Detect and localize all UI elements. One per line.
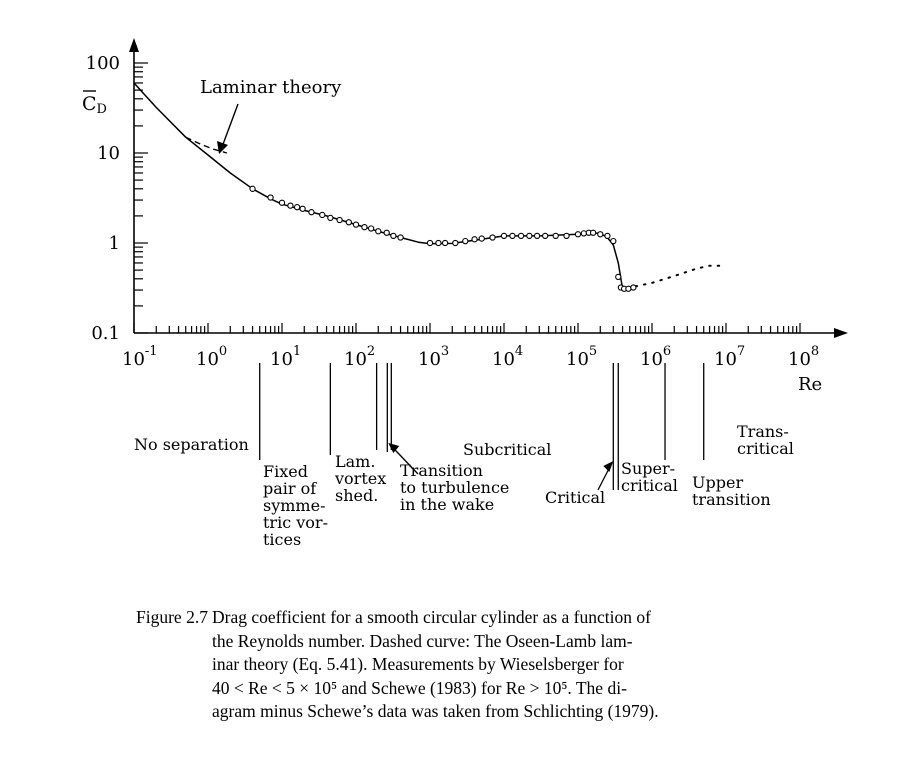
data-point <box>384 230 389 235</box>
data-point <box>463 238 468 243</box>
regime-label: Trans- <box>737 422 789 441</box>
data-point <box>337 217 342 222</box>
regime-label: critical <box>737 439 794 458</box>
x-tick-label: $10^0$ <box>196 344 228 370</box>
data-point <box>436 240 441 245</box>
regime-label: symme- <box>263 496 326 515</box>
data-point <box>279 200 284 205</box>
data-point <box>362 225 367 230</box>
data-point <box>472 237 477 242</box>
x-tick-label: $10^{-1}$ <box>122 344 158 370</box>
data-point <box>346 220 351 225</box>
data-point <box>616 274 621 279</box>
regime-label: Transition <box>400 461 483 480</box>
data-point <box>501 233 506 238</box>
regime-label: vortex <box>335 469 387 488</box>
y-tick-label: 10 <box>97 143 120 164</box>
data-point <box>479 236 484 241</box>
caption-line: Drag coefficient for a smooth circular cylinder as a function of <box>212 607 651 627</box>
data-point <box>268 195 273 200</box>
caption-line: agram minus Schewe’s data was taken from Schlichting (1979). <box>212 701 659 721</box>
regime-label: tices <box>263 530 302 549</box>
data-point <box>427 240 432 245</box>
data-point <box>376 229 381 234</box>
data-point <box>605 233 610 238</box>
data-point <box>631 285 636 290</box>
y-axis-arrowhead <box>129 38 139 52</box>
regime-label: Super- <box>621 459 676 478</box>
y-tick-label: 0.1 <box>91 323 120 344</box>
series <box>134 83 723 290</box>
regime-label: Critical <box>545 488 606 507</box>
regime-labels <box>134 363 794 549</box>
data-point <box>453 240 458 245</box>
data-point <box>543 233 548 238</box>
x-tick-label: $10^6$ <box>640 344 672 370</box>
data-point <box>328 215 333 220</box>
caption-line: inar theory (Eq. 5.41). Measurements by Wieselsberger for <box>212 654 624 674</box>
data-point <box>626 286 631 291</box>
y-tick-label: 1 <box>108 233 120 254</box>
data-point <box>575 232 580 237</box>
data-point <box>534 233 539 238</box>
data-point <box>295 205 300 210</box>
caption-line: the Reynolds number. Dashed curve: The Oseen-Lamb lam- <box>212 630 633 651</box>
x-tick-label: $10^3$ <box>418 344 450 370</box>
transition-arrowhead <box>388 443 399 453</box>
x-tick-label: $10^4$ <box>492 344 524 370</box>
caption-label: Figure 2.7 <box>136 607 208 627</box>
regime-label: shed. <box>335 486 379 505</box>
regime-label: Fixed <box>263 462 308 481</box>
regime-label: No separation <box>134 435 249 454</box>
data-point <box>288 203 293 208</box>
data-point <box>553 233 558 238</box>
cd-curve <box>134 83 630 290</box>
y-tick-label: 100 <box>85 53 120 74</box>
regime-label: critical <box>621 476 678 495</box>
regime-label: Subcritical <box>463 440 552 459</box>
data-point <box>490 235 495 240</box>
figure-caption <box>136 606 816 724</box>
x-axis-arrowhead <box>834 328 848 338</box>
regime-label: Upper <box>692 473 744 492</box>
data-point <box>564 233 569 238</box>
data-point <box>398 235 403 240</box>
x-tick-label: $10^5$ <box>566 344 598 370</box>
data-point <box>611 238 616 243</box>
data-point <box>510 233 515 238</box>
regime-label: to turbulence <box>400 478 510 497</box>
data-point <box>353 222 358 227</box>
regime-label: tric vor- <box>263 513 328 532</box>
laminar-theory-arrowhead <box>217 141 228 154</box>
data-point <box>581 231 586 236</box>
caption-line: 40 < Re < 5 × 10⁵ and Schewe (1983) for Re > 10⁵. The di- <box>212 677 627 698</box>
data-point <box>300 206 305 211</box>
data-point <box>309 210 314 215</box>
data-point <box>369 226 374 231</box>
regime-label: transition <box>692 490 771 509</box>
data-point <box>591 230 596 235</box>
y-axis-label: CD <box>82 93 107 117</box>
regime-label: pair of <box>263 479 317 498</box>
laminar-theory-label: Laminar theory <box>200 77 342 98</box>
schewe-curve <box>636 266 723 287</box>
x-tick-label: $10^7$ <box>714 344 746 370</box>
regime-label: Lam. <box>335 452 376 471</box>
ticks <box>86 53 820 370</box>
data-point <box>443 240 448 245</box>
regime-label: in the wake <box>400 495 495 514</box>
x-axis-label: Re <box>798 374 823 395</box>
x-tick-label: $10^2$ <box>344 344 376 370</box>
data-point <box>527 233 532 238</box>
data-point <box>320 212 325 217</box>
data-point <box>598 232 603 237</box>
x-tick-label: $10^8$ <box>788 344 820 370</box>
laminar-theory-arrow <box>222 104 238 147</box>
data-point <box>250 186 255 191</box>
x-tick-label: $10^1$ <box>270 344 302 370</box>
markers <box>250 186 636 291</box>
data-point <box>518 233 523 238</box>
critical-arrowhead <box>603 461 613 472</box>
data-point <box>391 233 396 238</box>
